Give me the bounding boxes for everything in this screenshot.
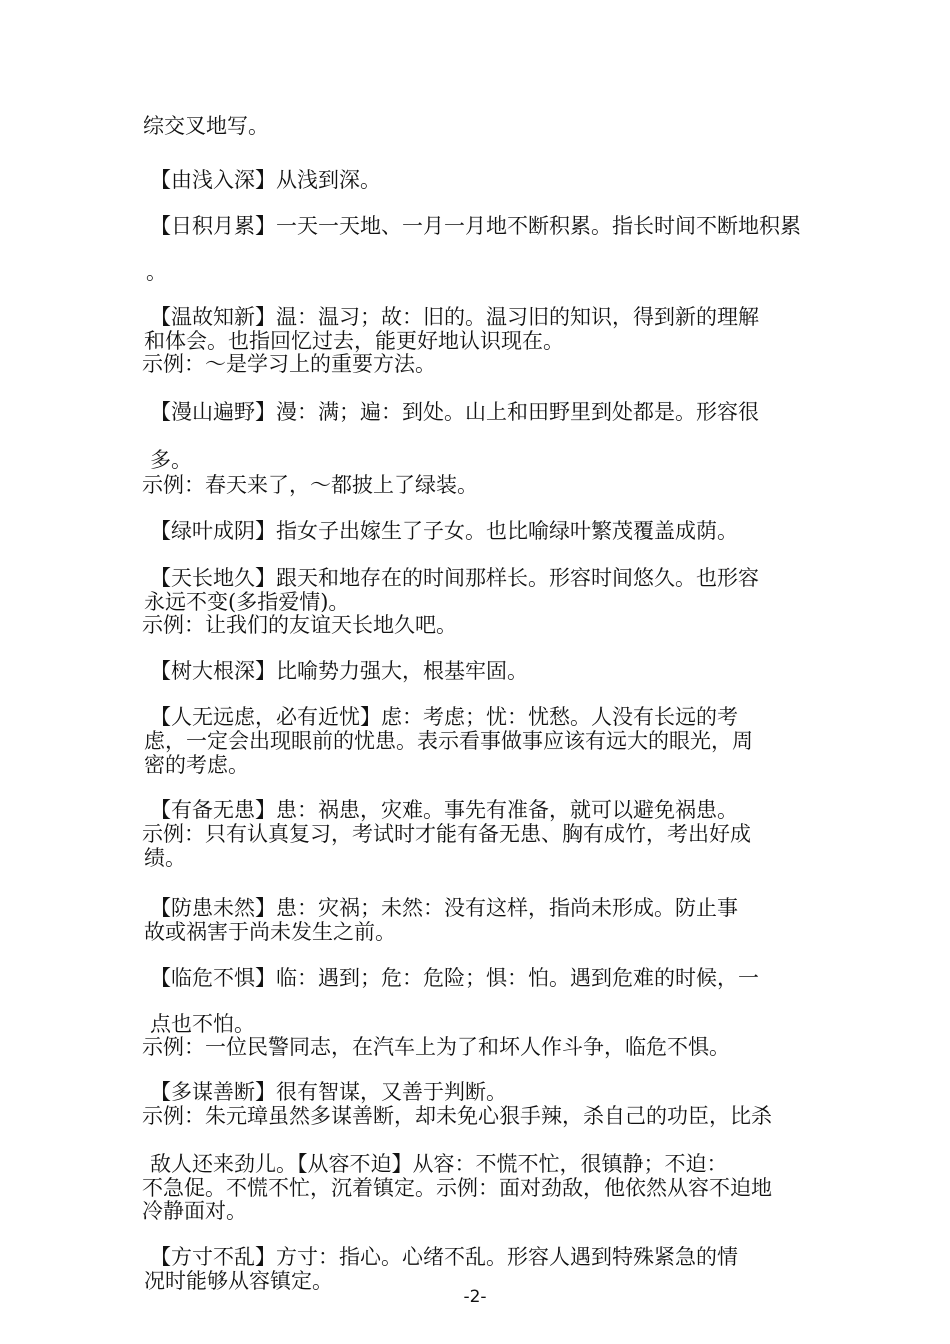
text-line: 示例：春天来了，～都披上了绿装。 [142, 473, 478, 497]
text-line: 示例：一位民警同志，在汽车上为了和坏人作斗争，临危不惧。 [142, 1035, 730, 1059]
text-line: 示例：让我们的友谊天长地久吧。 [142, 613, 457, 637]
text-line: 示例：～是学习上的重要方法。 [142, 352, 436, 376]
text-line: 示例：只有认真复习，考试时才能有备无患、胸有成竹，考出好成 [142, 822, 751, 846]
text-line: 绩。 [144, 846, 186, 870]
text-line: 密的考虑。 [144, 753, 249, 777]
text-line: 不急促。不慌不忙，沉着镇定。示例：面对劲敌，他依然从容不迫地 [142, 1176, 772, 1200]
text-line: 【绿叶成阴】指女子出嫁生了子女。也比喻绿叶繁茂覆盖成荫。 [150, 519, 738, 543]
text-line: 永远不变(多指爱情)。 [144, 590, 350, 614]
page-number: -2- [463, 1287, 487, 1307]
text-line: 【有备无患】患：祸患，灾难。事先有准备，就可以避免祸患。 [150, 798, 738, 822]
text-line: 况时能够从容镇定。 [144, 1269, 333, 1293]
text-line: 冷静面对。 [142, 1199, 247, 1223]
text-line: 【温故知新】温：温习；故：旧的。温习旧的知识，得到新的理解 [150, 305, 759, 329]
text-line: 【由浅入深】从浅到深。 [150, 168, 381, 192]
text-line: 【天长地久】跟天和地存在的时间那样长。形容时间悠久。也形容 [150, 566, 759, 590]
text-line: 【多谋善断】很有智谋，又善于判断。 [150, 1080, 507, 1104]
text-line: 虑，一定会出现眼前的忧患。表示看事做事应该有远大的眼光，周 [144, 729, 753, 753]
text-line: 【临危不惧】临：遇到；危：危险；惧：怕。遇到危难的时候，一 [150, 966, 759, 990]
text-line: 示例：朱元璋虽然多谋善断，却未免心狠手辣，杀自己的功臣，比杀 [142, 1104, 772, 1128]
text-line: 点也不怕。 [150, 1012, 255, 1036]
text-line: 敌人还来劲儿。【从容不迫】从容：不慌不忙，很镇静；不迫： [150, 1152, 728, 1176]
text-line: 【防患未然】患：灾祸；未然：没有这样，指尚未形成。防止事 [150, 896, 738, 920]
text-line: 多。 [150, 448, 192, 472]
text-line: 【日积月累】一天一天地、一月一月地不断积累。指长时间不断地积累 [150, 214, 801, 238]
text-line: 故或祸害于尚未发生之前。 [144, 920, 396, 944]
text-line: 。 [146, 260, 167, 284]
text-line: 【树大根深】比喻势力强大，根基牢固。 [150, 659, 528, 683]
text-line: 【方寸不乱】方寸：指心。心绪不乱。形容人遇到特殊紧急的情 [150, 1245, 738, 1269]
text-line: 【漫山遍野】漫：满；遍：到处。山上和田野里到处都是。形容很 [150, 400, 759, 424]
text-line: 和体会。也指回忆过去，能更好地认识现在。 [144, 329, 564, 353]
text-line: 【人无远虑，必有近忧】虑：考虑；忧：忧愁。人没有长远的考 [150, 705, 738, 729]
text-line: 综交叉地写。 [143, 114, 269, 138]
